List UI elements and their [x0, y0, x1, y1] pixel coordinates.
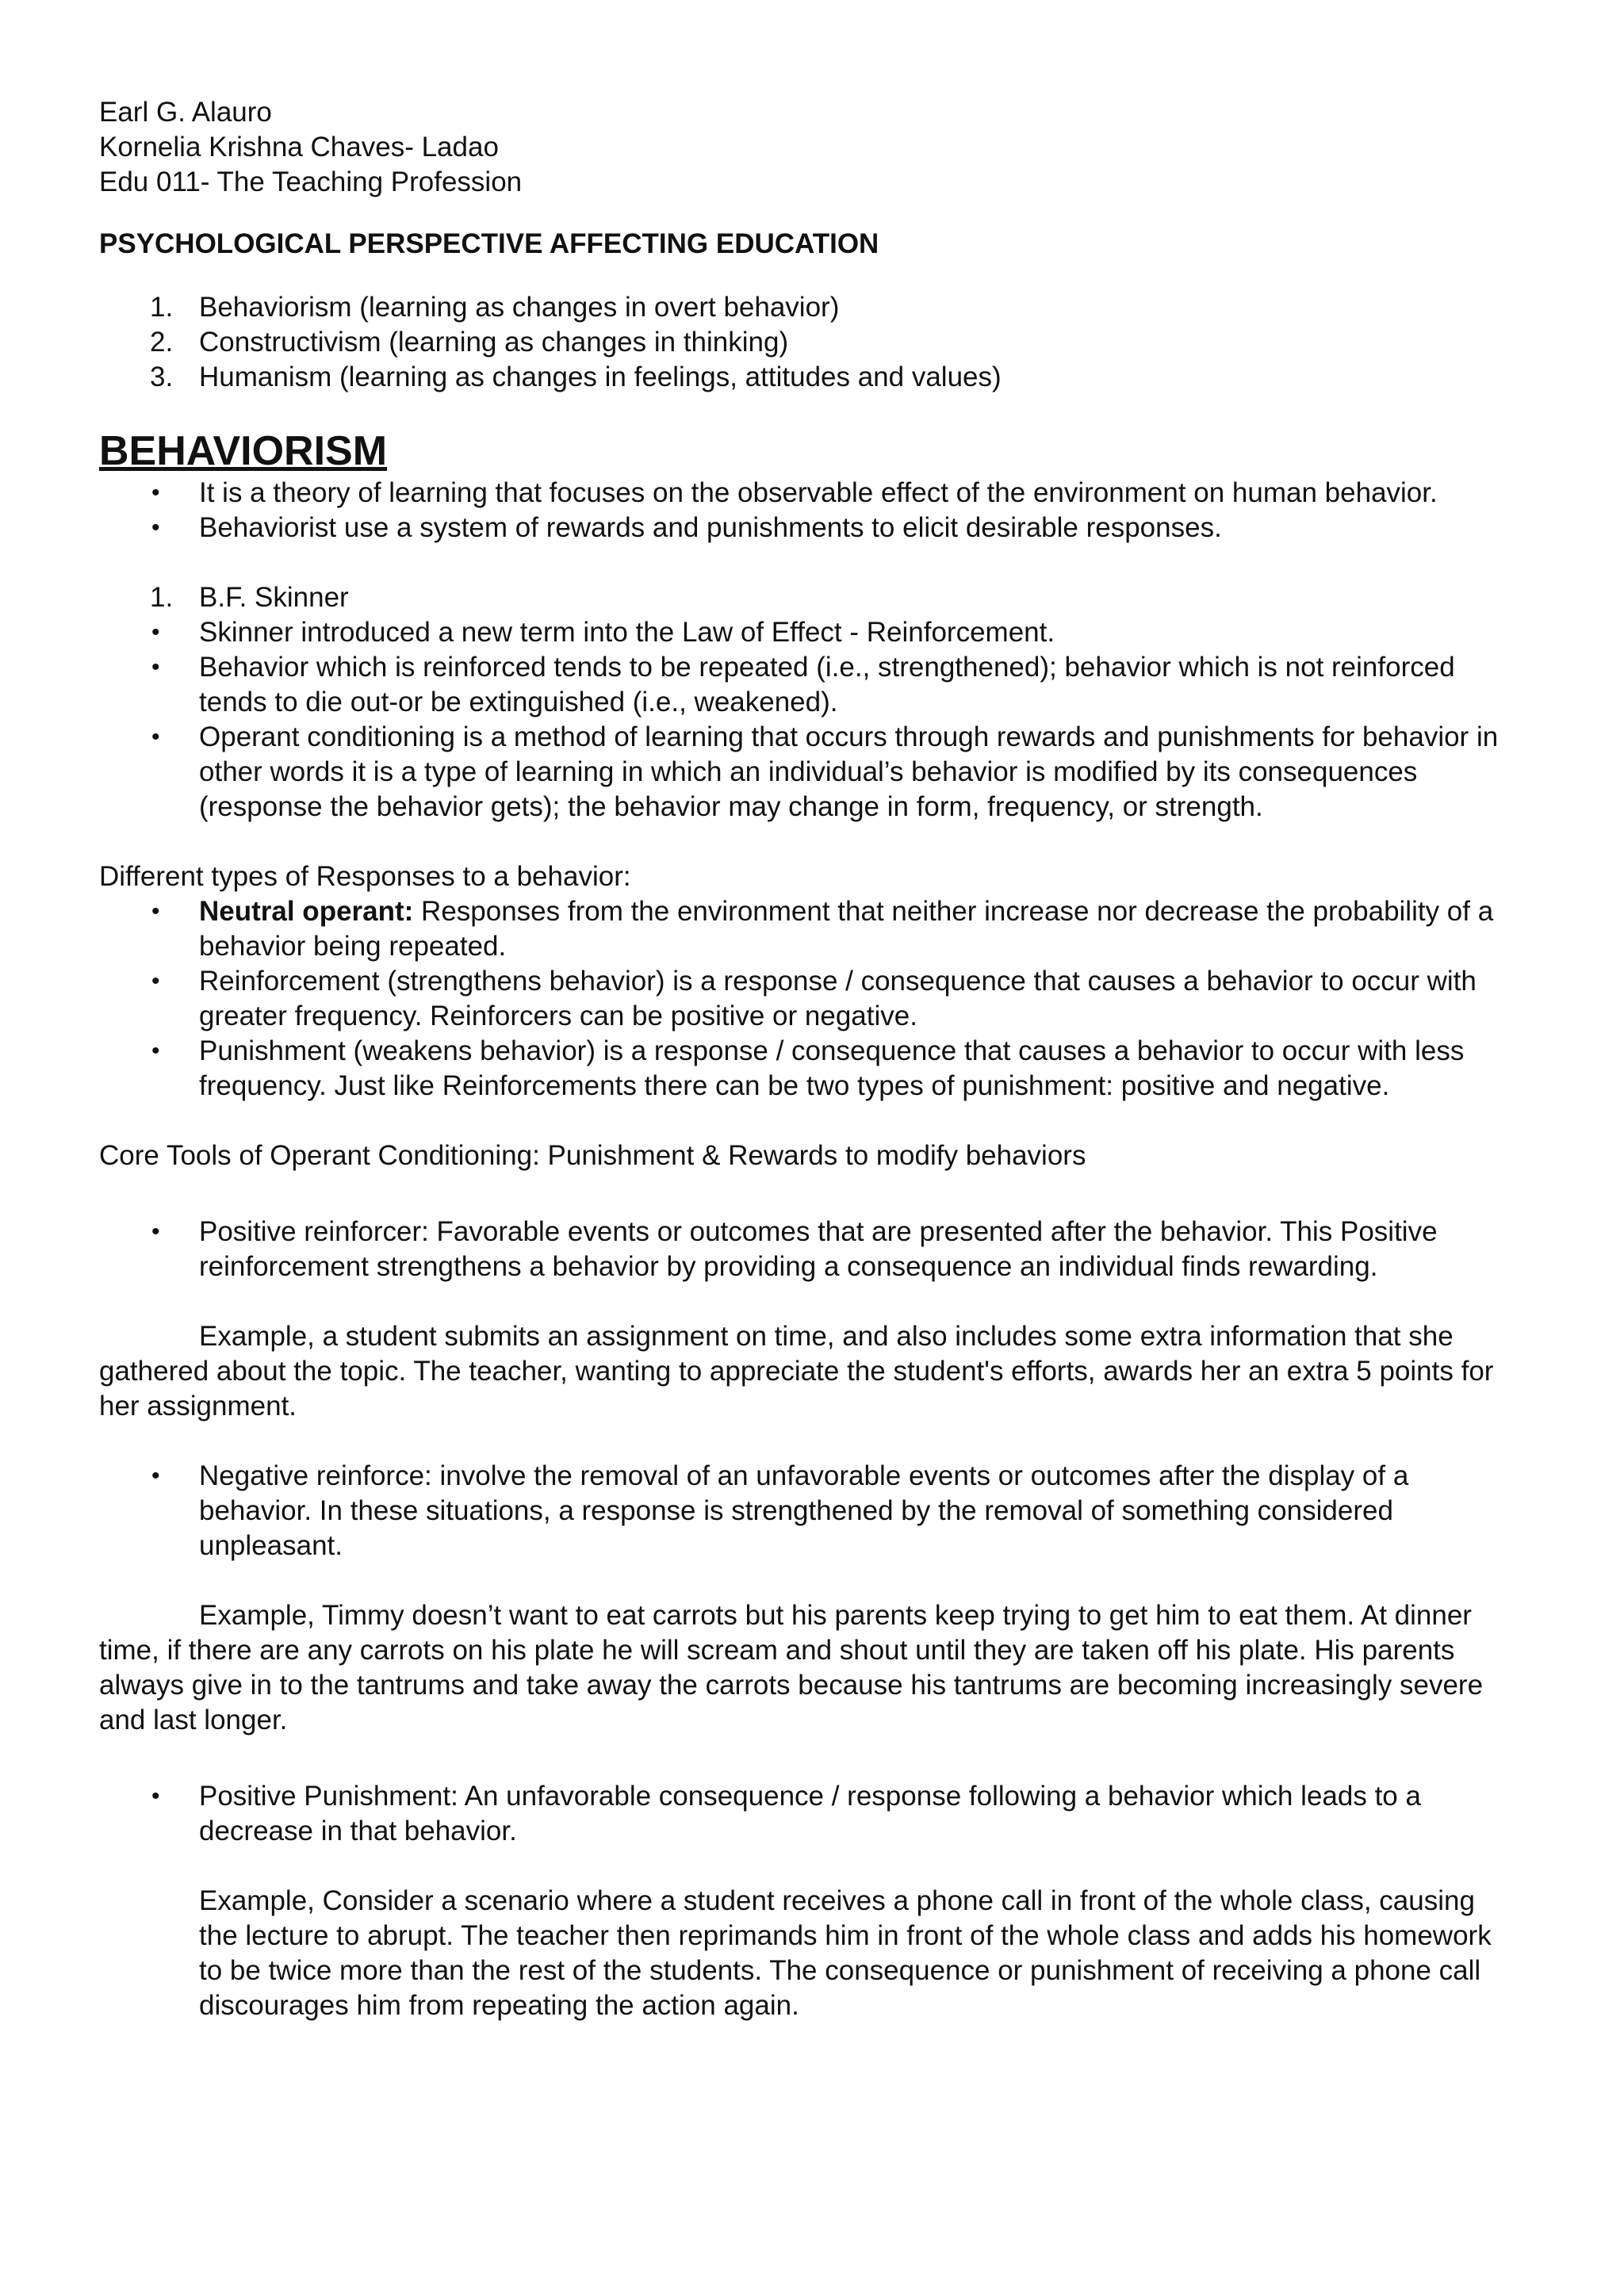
- responses-heading: Different types of Responses to a behavior:: [99, 861, 631, 892]
- list-item: [99, 511, 1505, 545]
- course-name: Edu 011- The Teaching Profession: [99, 166, 523, 197]
- list-item: [99, 615, 1505, 650]
- bullet-icon: •: [151, 1463, 160, 1489]
- list-item-text: Humanism (learning as changes in feelings, attitudes and values): [199, 362, 1002, 392]
- bullet-icon: •: [151, 1783, 160, 1809]
- list-item-text: Negative reinforce: involve the removal of an unfavorable events or outcomes after the display of a behavior. In these situations, a response is strengthened by the removal of something considered unpleasant.: [199, 1460, 1409, 1561]
- bullet-icon: •: [151, 619, 160, 645]
- list-item-text: B.F. Skinner: [199, 582, 349, 613]
- list-item: [99, 1034, 1505, 1104]
- neutral-operant-label: Neutral operant:: [199, 896, 414, 927]
- list-item: [99, 476, 1505, 511]
- bullet-icon: •: [151, 968, 160, 994]
- list-item-text: Reinforcement (strengthens behavior) is a response / consequence that causes a behavior to occur with greater frequency. Reinforcers can be positive or negative.: [199, 966, 1477, 1031]
- list-item: [99, 580, 1505, 615]
- list-item-text: Constructivism (learning as changes in thinking): [199, 327, 789, 358]
- list-item-text: Positive Punishment: An unfavorable consequence / response following a behavior which leads to a decrease in that behavior.: [199, 1781, 1421, 1846]
- list-item: [99, 1459, 1505, 1563]
- example-paragraph: Example, Consider a scenario where a student receives a phone call in front of the whole class, causing the lecture to abrupt. The teacher then reprimands him in front of the whole class and adds his homework to be twice more than the rest of the students. The consequence or punishment of receiving a phone call discourages him from repeating the action again.: [199, 1885, 1492, 2021]
- bullet-icon: •: [151, 1219, 160, 1245]
- responses-section: [99, 859, 1505, 1104]
- list-item-text: [199, 896, 1493, 962]
- bullet-icon: •: [151, 724, 160, 750]
- author-name: Earl G. Alauro: [99, 97, 272, 128]
- list-item-text: Skinner introduced a new term into the Law of Effect - Reinforcement.: [199, 617, 1055, 648]
- bullet-icon: •: [151, 1038, 160, 1064]
- section-heading: BEHAVIORISM: [99, 428, 388, 474]
- list-item: [99, 1779, 1505, 1849]
- neutral-operant-text: Responses from the environment that neither increase nor decrease the probability of a behavior being repeated.: [199, 896, 1494, 962]
- list-item-text: Behaviorist use a system of rewards and punishments to elicit desirable responses.: [199, 512, 1222, 543]
- list-item: [99, 894, 1505, 964]
- list-item: [99, 290, 1505, 325]
- list-item-text: Positive reinforcer: Favorable events or outcomes that are presented after the behavior. This Positive reinforcement strengthens a behavior by providing a consequence an individual finds rewarding.: [199, 1216, 1438, 1282]
- list-number: 3.: [150, 362, 174, 392]
- bullet-icon: •: [151, 654, 160, 680]
- list-item-text: Behavior which is reinforced tends to be repeated (i.e., strengthened); behavior which is not reinforced tends to die out-or be extinguished (i.e., weakened).: [199, 652, 1455, 718]
- bullet-icon: •: [151, 898, 160, 924]
- list-item: [99, 1215, 1505, 1284]
- list-item: [99, 325, 1505, 360]
- list-item-text: Punishment (weakens behavior) is a response / consequence that causes a behavior to occur with less frequency. Just like Reinforcements there can be two types of punishment: positive and negative.: [199, 1035, 1465, 1101]
- list-number: 1.: [150, 582, 174, 613]
- perspectives-list: [99, 290, 1505, 395]
- bullet-icon: •: [151, 515, 160, 541]
- document-header: [99, 95, 1505, 200]
- list-item-text: Behaviorism (learning as changes in overt behavior): [199, 292, 840, 323]
- example-paragraph: Example, Timmy doesn’t want to eat carrots but his parents keep trying to get him to eat them. At dinner time, if there are any carrots on his plate he will scream and shout until they are taken off his plate. His parents always give in to the tantrums and take away the carrots because his tantrums are becoming increasingly severe and last longer.: [99, 1600, 1484, 1735]
- list-number: 2.: [150, 327, 174, 358]
- intro-bullets: [99, 476, 1505, 545]
- list-item-text: Operant conditioning is a method of learning that occurs through rewards and punishments for behavior in other words it is a type of learning in which an individual’s behavior is modified by its consequences (response the behavior gets); the behavior may change in form, frequency, or strength.: [199, 721, 1499, 822]
- list-item: [99, 964, 1505, 1034]
- list-item: [99, 360, 1505, 395]
- list-item-text: It is a theory of learning that focuses on the observable effect of the environment on human behavior.: [199, 477, 1438, 508]
- example-paragraph: Example, a student submits an assignment on time, and also includes some extra information that she gathered about the topic. The teacher, wanting to appreciate the student's efforts, awards her an extra 5 points for her assignment.: [99, 1321, 1494, 1422]
- document-title: PSYCHOLOGICAL PERSPECTIVE AFFECTING EDUCATION: [99, 228, 879, 259]
- list-item: [99, 720, 1505, 825]
- core-tools-heading: Core Tools of Operant Conditioning: Punishment & Rewards to modify behaviors: [99, 1140, 1086, 1171]
- skinner-section: [99, 580, 1505, 825]
- instructor-name: Kornelia Krishna Chaves- Ladao: [99, 132, 499, 163]
- list-item: [99, 650, 1505, 720]
- bullet-icon: •: [151, 480, 160, 506]
- list-number: 1.: [150, 292, 174, 323]
